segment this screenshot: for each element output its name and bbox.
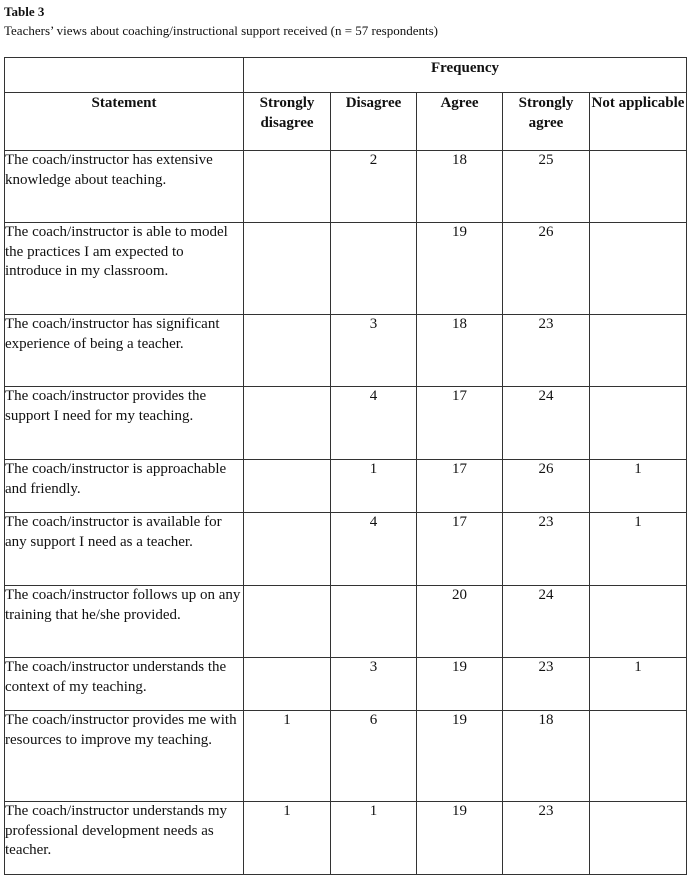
agree-cell: 19 (417, 802, 503, 875)
table-row (5, 315, 687, 387)
table-row (5, 151, 687, 223)
blank-header-cell (5, 58, 244, 93)
strongly-disagree-column-header: Strongly disagree (244, 93, 331, 151)
statement-cell: The coach/instructor understands the context of my teaching. (5, 658, 244, 711)
strongly-agree-column-header: Strongly agree (503, 93, 590, 151)
statement-cell: The coach/instructor provides me with resources to improve my teaching. (5, 711, 244, 802)
table-caption-title: Table 3 (4, 4, 45, 19)
table-caption-subtitle: Teachers’ views about coaching/instructional support received (n = 57 respondents) (4, 23, 438, 38)
agree-cell: 18 (417, 315, 503, 387)
strongly-disagree-cell (244, 151, 331, 223)
group-header-row (5, 58, 687, 93)
not-applicable-cell (590, 315, 687, 387)
agree-cell: 19 (417, 658, 503, 711)
disagree-cell: 1 (331, 460, 417, 513)
agree-cell: 20 (417, 586, 503, 658)
agree-cell: 17 (417, 513, 503, 586)
statement-column-header: Statement (5, 93, 244, 151)
not-applicable-cell: 1 (590, 460, 687, 513)
column-header-row (5, 93, 687, 151)
not-applicable-cell: 1 (590, 658, 687, 711)
strongly-disagree-cell (244, 460, 331, 513)
frequency-header: Frequency (244, 58, 687, 93)
table-row (5, 513, 687, 586)
disagree-cell: 4 (331, 513, 417, 586)
not-applicable-cell (590, 387, 687, 460)
table-row (5, 586, 687, 658)
statement-cell: The coach/instructor follows up on any training that he/she provided. (5, 586, 244, 658)
disagree-cell: 6 (331, 711, 417, 802)
statement-cell: The coach/instructor has significant experience of being a teacher. (5, 315, 244, 387)
strongly-disagree-cell (244, 315, 331, 387)
table-row (5, 387, 687, 460)
not-applicable-cell (590, 151, 687, 223)
not-applicable-cell (590, 586, 687, 658)
disagree-cell: 3 (331, 658, 417, 711)
table-row (5, 711, 687, 802)
agree-cell: 19 (417, 711, 503, 802)
strongly-disagree-cell (244, 513, 331, 586)
strongly-disagree-cell: 1 (244, 802, 331, 875)
strongly-agree-cell: 23 (503, 802, 590, 875)
disagree-column-header: Disagree (331, 93, 417, 151)
frequency-table (4, 57, 687, 875)
statement-cell: The coach/instructor is able to model the practices I am expected to introduce in my classroom. (5, 223, 244, 315)
disagree-cell: 2 (331, 151, 417, 223)
strongly-agree-cell: 24 (503, 586, 590, 658)
strongly-agree-cell: 26 (503, 460, 590, 513)
statement-cell: The coach/instructor is approachable and friendly. (5, 460, 244, 513)
not-applicable-cell (590, 223, 687, 315)
table-row (5, 802, 687, 875)
strongly-agree-cell: 23 (503, 513, 590, 586)
table-row (5, 658, 687, 711)
table-row (5, 223, 687, 315)
not-applicable-cell (590, 802, 687, 875)
not-applicable-cell (590, 711, 687, 802)
strongly-agree-cell: 18 (503, 711, 590, 802)
agree-cell: 18 (417, 151, 503, 223)
strongly-disagree-cell (244, 223, 331, 315)
statement-cell: The coach/instructor understands my professional development needs as teacher. (5, 802, 244, 875)
strongly-agree-cell: 25 (503, 151, 590, 223)
strongly-disagree-cell: 1 (244, 711, 331, 802)
agree-cell: 17 (417, 387, 503, 460)
statement-cell: The coach/instructor has extensive knowledge about teaching. (5, 151, 244, 223)
strongly-agree-cell: 24 (503, 387, 590, 460)
not-applicable-cell: 1 (590, 513, 687, 586)
disagree-cell: 1 (331, 802, 417, 875)
not-applicable-column-header: Not applicable (590, 93, 687, 151)
statement-cell: The coach/instructor provides the support I need for my teaching. (5, 387, 244, 460)
disagree-cell (331, 223, 417, 315)
disagree-cell (331, 586, 417, 658)
disagree-cell: 3 (331, 315, 417, 387)
agree-cell: 17 (417, 460, 503, 513)
strongly-disagree-cell (244, 658, 331, 711)
strongly-disagree-cell (244, 387, 331, 460)
strongly-agree-cell: 26 (503, 223, 590, 315)
disagree-cell: 4 (331, 387, 417, 460)
strongly-agree-cell: 23 (503, 658, 590, 711)
agree-cell: 19 (417, 223, 503, 315)
strongly-disagree-cell (244, 586, 331, 658)
strongly-agree-cell: 23 (503, 315, 590, 387)
statement-cell: The coach/instructor is available for any support I need as a teacher. (5, 513, 244, 586)
agree-column-header: Agree (417, 93, 503, 151)
table-row (5, 460, 687, 513)
